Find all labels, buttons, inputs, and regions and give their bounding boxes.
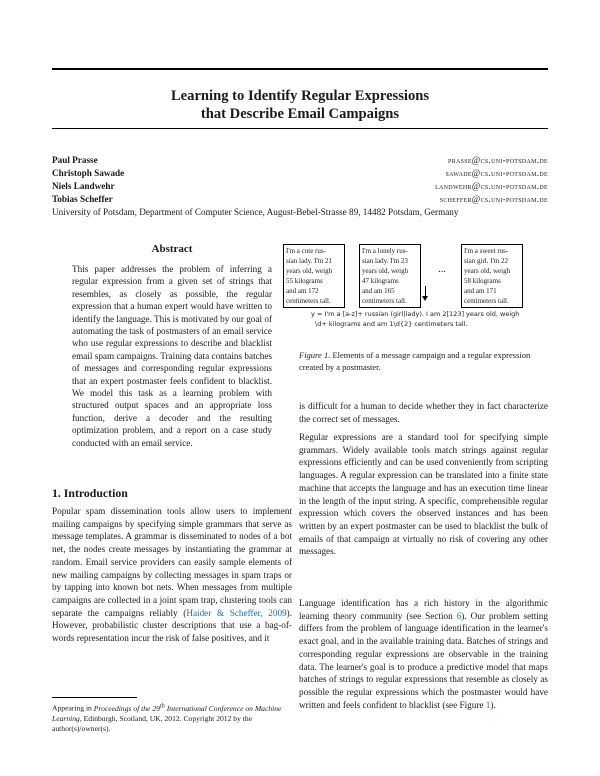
author-name: Paul Prasse	[52, 155, 98, 165]
message-example-box: I'm a cute rus- sian lady. I'm 21 years old, weigh 55 kilograms and am 172 centimeters tall.	[283, 244, 345, 308]
author-name: Christoph Sawade	[52, 168, 125, 178]
title-rule-bottom	[52, 128, 548, 129]
footnote-rule	[52, 697, 137, 698]
introduction-paragraph	[52, 505, 292, 645]
footnote	[52, 701, 292, 734]
author-row	[52, 180, 548, 192]
introduction-heading: 1. Introduction	[52, 486, 128, 500]
section-reference-link[interactable]: 6	[456, 610, 462, 621]
author-row	[52, 167, 548, 179]
arrow-head-icon	[422, 296, 428, 301]
figure-reference-link[interactable]: 1	[485, 699, 491, 710]
figure-caption	[299, 350, 548, 373]
citation-link[interactable]: Haider & Scheffer, 2009	[186, 607, 287, 618]
author-name: Tobias Scheffer	[52, 194, 113, 204]
paragraph-text: ). However, probabilistic cluster descriptions that use a bag-of-words representation incur the risk of false positives, and it	[52, 607, 292, 644]
ellipsis: ...	[438, 264, 446, 275]
abstract-text: This paper addresses the problem of inferring a regular expression from a given set of strings that resembles, as closely as possible, the regular expression that a human expert would have written to identify the language. This is motivated by our goal of automating the task of postmasters of an email service who use regular expressions to describe and blacklist email spam campaigns. Training data contains batches of messages and corresponding regular expressions that an expert postmaster feels confident to blacklist. We model this task as a learning problem with structured output spaces and an appropriate loss function, derive a decoder and the resulting optimization problem, and a report on a case study conducted with an email service.	[72, 264, 272, 448]
affiliation: University of Potsdam, Department of Computer Science, August-Bebel-Strasse 89, 14482 Potsdam, Germany	[52, 207, 459, 217]
body-paragraph: Regular expressions are a standard tool for specifying simple grammars. Widely available tools match strings against regular expressions efficiently and can be used conveniently from scripting languages. A regular expression can be translated into a finite state machine that accepts the language and has an execution time linear in the length of the input string. A specific, comprehensible regular expression which covers the observed instances and has been written by an expert postmaster can be used to blacklist the bulk of emails of that campaign at virtually no risk of covering any other messages.	[299, 432, 548, 557]
figure-label: Figure 1.	[299, 350, 331, 360]
title-rule-top	[52, 68, 548, 70]
author-row	[52, 154, 548, 166]
caption-text: Elements of a message campaign and a regular expression created by a postmaster.	[299, 350, 531, 372]
body-paragraph: is difficult for a human to decide whether they in fact characterize the correct set of messages.	[299, 401, 548, 424]
regular-expression: y = I'm a [a-z]+ russian (girl|lady). I am 2[123] years old, weigh \d+ kilograms and am 1\d{2} centimeters tall.	[311, 310, 520, 328]
footnote-text: Appearing in	[52, 703, 94, 713]
message-example-box: I'm a lonely rus- sian lady. I'm 23 years old, weigh 47 kilograms and am 165 centimeters tall.	[359, 244, 421, 308]
author-name: Niels Landwehr	[52, 181, 115, 191]
body-paragraph: Language identification has a rich history in the algorithmic learning theory community (see Section 6). Our problem setting differs from the problem of language identification in the learner's exact goal, and in the available training data. Batches of strings and corresponding regular expressions are observable in the training data. The learner's goal is to produce a predictive model that maps batches of strings to regular expressions that resemble as closely as possible the regular expressions which the postmaster would have written and feels confident to blacklist (see Figure 1).	[299, 598, 548, 710]
message-example-box: I'm a sweet rus- sian girl. I'm 22 years old, weigh 58 kilograms and am 171 centimeters tall.	[461, 244, 523, 308]
paragraph-text: Popular spam dissemination tools allow users to implement mailing campaigns by specifying simple grammars that serve as message templates. A grammar is disseminated to nodes of a bot net, the nodes create messages by instantiating the grammar at random. Email service providers can easily sample elements of new mailing campaigns by collecting messages in spam traps or by tapping into known bot nets. When messages from multiple campaigns are collected in a joint spam trap, clustering tools can separate the campaigns reliably (	[52, 506, 292, 618]
author-email[interactable]: prasse@cs.uni-potsdam.de	[448, 155, 548, 165]
venue-name: Proceedings of the 29th International Conference on Machine Learning	[52, 702, 282, 723]
paper-title-line-2: that Describe Email Campaigns	[200, 106, 400, 122]
abstract-heading: Abstract	[151, 243, 193, 255]
author-email[interactable]: landwehr@cs.uni-potsdam.de	[435, 181, 548, 191]
author-email[interactable]: scheffer@cs.uni-potsdam.de	[439, 194, 548, 204]
author-row	[52, 193, 548, 205]
paper-title-line-1: Learning to Identify Regular Expressions	[170, 88, 430, 104]
footnote-text: , Edinburgh, Scotland, UK, 2012. Copyright 2012 by the author(s)/owner(s).	[52, 713, 253, 733]
author-email[interactable]: sawade@cs.uni-potsdam.de	[445, 168, 548, 178]
